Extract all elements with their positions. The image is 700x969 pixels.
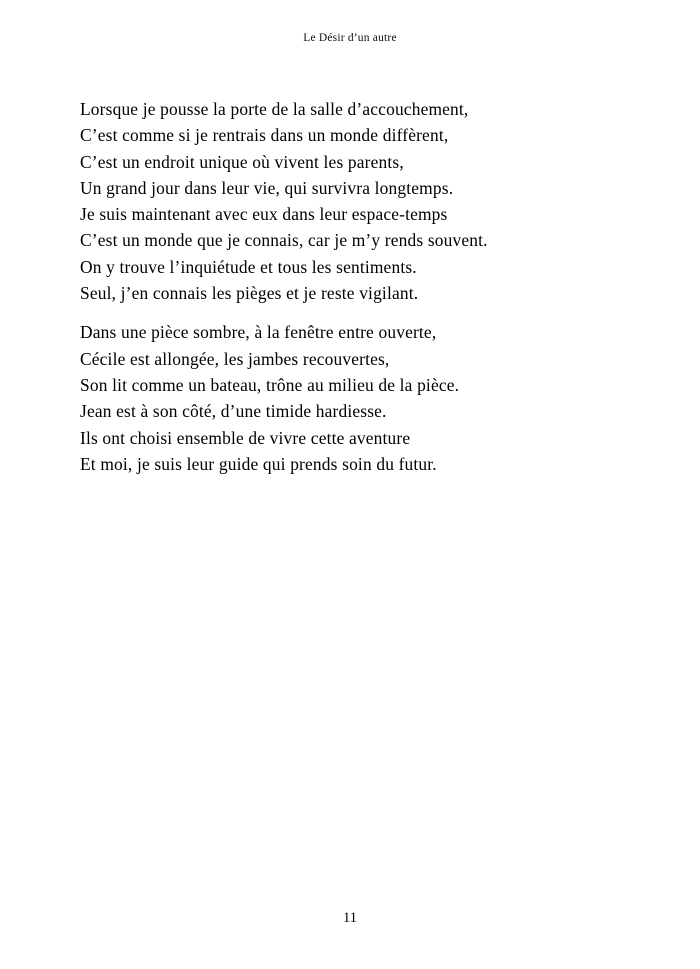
poem-line: C’est un monde que je connais, car je m’y rends souvent. (80, 230, 488, 251)
stanza (80, 319, 620, 477)
poem-line: Jean est à son côté, d’une timide hardiesse. (80, 401, 387, 422)
poem-line: Seul, j’en connais les pièges et je reste vigilant. (80, 283, 419, 304)
page-number: 11 (343, 910, 357, 926)
poem-line: Dans une pièce sombre, à la fenêtre entre ouverte, (80, 322, 437, 343)
poem-line: Cécile est allongée, les jambes recouvertes, (80, 348, 390, 369)
poem-line: Ils ont choisi ensemble de vivre cette aventure (80, 427, 411, 448)
poem-line: Son lit comme un bateau, trône au milieu de la pièce. (80, 374, 460, 395)
poem-line: Je suis maintenant avec eux dans leur espace-temps (80, 204, 448, 225)
poem-line: Un grand jour dans leur vie, qui survivra longtemps. (80, 177, 454, 198)
poem-line: Et moi, je suis leur guide qui prends soin du futur. (80, 453, 437, 474)
poem-body (80, 96, 620, 477)
running-header: Le Désir d’un autre (303, 32, 397, 44)
stanza (80, 96, 620, 306)
poem-line: C’est comme si je rentrais dans un monde diffèrent, (80, 125, 449, 146)
poem-line: On y trouve l’inquiétude et tous les sentiments. (80, 256, 417, 277)
poem-line: Lorsque je pousse la porte de la salle d’accouchement, (80, 99, 469, 119)
poem-line: C’est un endroit unique où vivent les parents, (80, 151, 404, 172)
